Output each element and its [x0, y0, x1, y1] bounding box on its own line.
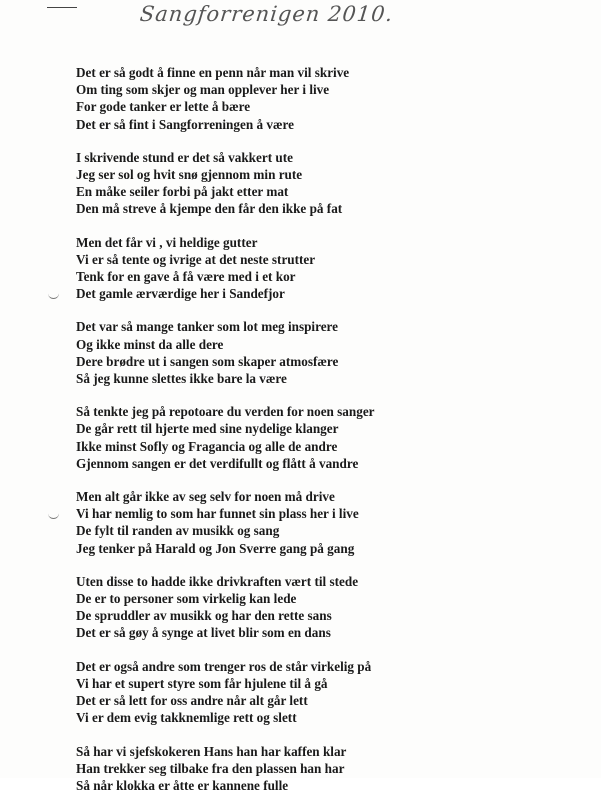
poem-line: Så tenkte jeg på repotoare du verden for noen sanger — [76, 404, 375, 420]
poem-line: Vi er dem evig takknemlige rett og slett — [76, 710, 297, 726]
stanza — [76, 488, 516, 557]
stanza — [76, 149, 516, 218]
poem-line: De fylt til randen av musikk og sang — [76, 523, 280, 539]
poem-line: Det er også andre som trenger ros de står virkelig på — [76, 658, 372, 674]
poem-line: Tenk for en gave å få være med i et kor — [76, 269, 296, 285]
poem-line: I skrivende stund er det så vakkert ute — [76, 149, 293, 165]
poem-line: Ikke minst Sofly og Fragancia og alle de andre — [76, 438, 338, 454]
poem-line: Vi er så tente og ivrige at det neste strutter — [76, 251, 316, 267]
poem-line: Det gamle ærværdige her i Sandefjor — [76, 286, 285, 302]
poem-line: De spruddler av musikk og har den rette sans — [76, 608, 332, 624]
poem-line: Vi har nemlig to som har funnet sin plass her i live — [76, 506, 359, 522]
poem-line: Det er så gøy å synge at livet blir som en dans — [76, 625, 331, 641]
poem-line: Om ting som skjer og man opplever her i live — [76, 82, 330, 98]
poem-line: Det er så godt å finne en penn når man vil skrive — [76, 65, 350, 80]
stanza — [76, 403, 516, 472]
poem-line: Den må streve å kjempe den får den ikke på fat — [76, 201, 343, 217]
stanza — [76, 64, 516, 133]
stanza — [76, 234, 516, 303]
handwritten-title: Sangforrenigen 2010. — [138, 2, 395, 26]
poem-line: Men det får vi , vi heldige gutter — [76, 234, 258, 250]
stanza — [76, 318, 516, 387]
poem-line: Gjennom sangen er det verdifullt og flått å vandre — [76, 455, 359, 471]
poem-line: Uten disse to hadde ikke drivkraften vært til stede — [76, 573, 359, 589]
poem-line: En måke seiler forbi på jakt etter mat — [76, 184, 289, 200]
punch-hole-icon — [48, 512, 59, 519]
pen-stroke — [47, 7, 77, 8]
stanza — [76, 743, 516, 795]
poem-line: Så jeg kunne slettes ikke bare la være — [76, 371, 287, 387]
poem-line: Det er så fint i Sangforreningen å være — [76, 116, 294, 132]
poem-line: Og ikke minst da alle dere — [76, 336, 224, 352]
poem-line: For gode tanker er lette å bære — [76, 99, 251, 115]
poem-line: Men alt går ikke av seg selv for noen må drive — [76, 489, 335, 505]
poem-line: Jeg tenker på Harald og Jon Sverre gang på gang — [76, 540, 355, 556]
stanza — [76, 658, 516, 727]
poem-line: Dere brødre ut i sangen som skaper atmosfære — [76, 353, 339, 369]
poem-line: Så når klokka er åtte er kannene fulle — [76, 777, 289, 793]
poem-line: De er to personer som virkelig kan lede — [76, 591, 297, 607]
poem-line: Vi har et supert styre som får hjulene til å gå — [76, 675, 328, 691]
poem-line: Han trekker seg tilbake fra den plassen han har — [76, 760, 345, 776]
stanza — [76, 573, 516, 642]
poem-line: Jeg ser sol og hvit snø gjennom min rute — [76, 167, 303, 183]
poem-body — [76, 64, 516, 810]
poem-line: Det er så lett for oss andre når alt går lett — [76, 693, 308, 709]
punch-hole-icon — [48, 292, 59, 299]
poem-line: De går rett til hjerte med sine nydelige klanger — [76, 421, 339, 437]
poem-line: Det var så mange tanker som lot meg inspirere — [76, 319, 339, 335]
poem-line: Så har vi sjefskokeren Hans han har kaffen klar — [76, 743, 347, 759]
